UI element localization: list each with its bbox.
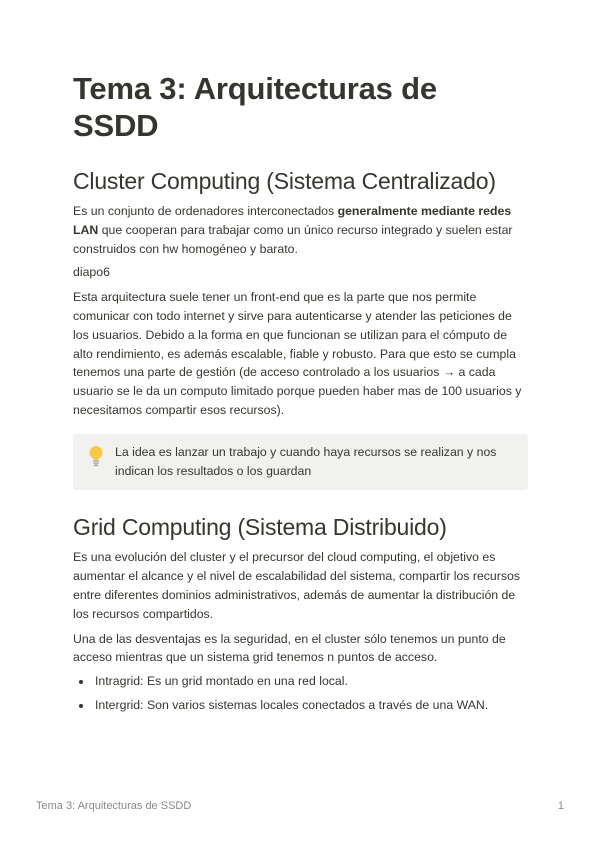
cluster-intro-text-end: que cooperan para trabajar como un único recurso integrado y suelen estar construidos con hw homogéneo y barato. [73,222,513,256]
section-heading-grid: Grid Computing (Sistema Distribuido) [73,514,447,541]
cluster-intro-text: Es un conjunto de ordenadores interconectados [73,204,338,218]
page-title: Tema 3: Arquitecturas de SSDD [73,71,437,143]
document-page [73,70,528,720]
list-item: • Intragrid: Es un grid montado en una red local. [93,672,528,691]
cluster-intro-paragraph [73,202,528,258]
page-number: 1 [557,800,564,812]
cluster-architecture-paragraph: Esta arquitectura suele tener un front-end que es la parte que nos permite comunicar con todo internet y sirve para autenticarse y atender las peticiones de los usuarios. Debido a la forma en que funcionan se utilizan para el cómputo de alto rendimiento, es además escalable, fiable y robusto. Para que esto se cumpla tenemos una parte de gestión (de acceso controlado a los usuarios → a cada usuario se le da un computo limitado porque pueden haber mas de 100 usuarios y necesitamos compartir esos recursos). [73,290,522,417]
page-footer [36,800,564,812]
cluster-intro-bold: generalmente mediante redes LAN [73,204,512,237]
footer-title: Tema 3: Arquitecturas de SSDD [36,800,192,812]
grid-intro-paragraph: Es una evolución del cluster y el precursor del cloud computing, el objetivo es aumentar el alcance y el nivel de escalabilidad del sistema, compartir los recursos entre diferentes dominios administrativos, además de aumentar la distribución de los recursos compartidos. [73,550,520,621]
callout-block [73,434,528,491]
section-heading-cluster: Cluster Computing (Sistema Centralizado) [73,168,496,194]
grid-security-paragraph: Una de las desventajas es la seguridad, en el cluster sólo tenemos un punto de acceso mientras que un sistema grid tenemos n puntos de acceso. [73,631,506,665]
grid-type-list [73,672,528,715]
list-item: • Intergrid: Son varios sistemas locales conectados a través de una WAN. [93,696,528,715]
callout-text: La idea es lanzar un trabajo y cuando haya recursos se realizan y nos indican los resultados o los guardan [115,444,497,478]
lightbulb-icon [87,445,105,467]
diapo-note: diapo6 [73,265,110,280]
